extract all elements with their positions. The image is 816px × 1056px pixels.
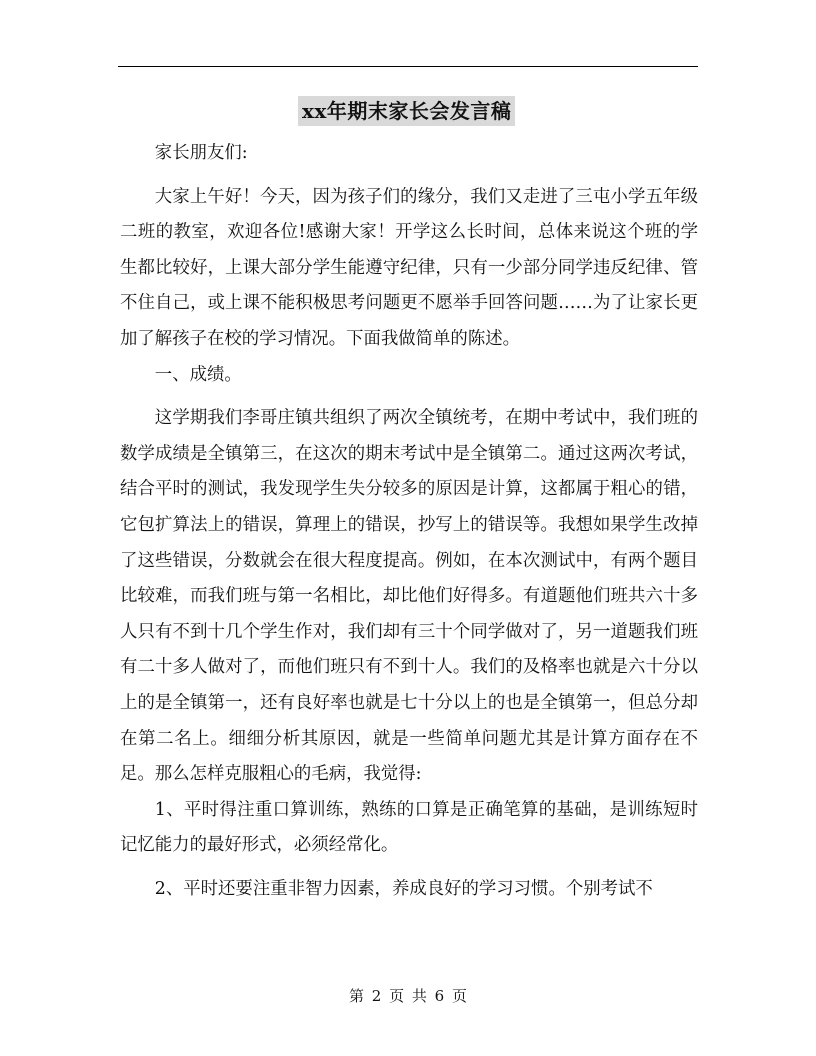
- section-heading-grades: 一、成绩。: [154, 364, 242, 385]
- salutation: 家长朋友们:: [154, 143, 248, 163]
- document-body: [120, 136, 698, 907]
- document-title: xx年期末家长会发言稿: [298, 96, 515, 126]
- header-rule: [118, 66, 698, 67]
- list-item-2: 2、平时还要注重非智力因素，养成良好的学习习惯。个别考试不: [154, 878, 653, 899]
- page-number: 第 2 页 共 6 页: [349, 987, 467, 1005]
- paragraph-grades: 这学期我们李哥庄镇共组织了两次全镇统考，在期中考试中，我们班的数学成绩是全镇第三，在这次的期末考试中是全镇第二。通过这两次考试，结合平时的测试，我发现学生失分较多的原因是计算，这都属于粗心的错，它包扩算法上的错误，算理上的错误，抄写上的错误等。我想如果学生改掉了这些错误，分数就会在很大程度提高。例如，在本次测试中，有两个题目比较难，而我们班与第一名相比，却比他们好得多。有道题他们班共六十多人只有不到十几个学生作对，我们却有三十个同学做对了，另一道题我们班有二十多人做对了，而他们班只有不到十人。我们的及格率也就是六十分以上的是全镇第一，还有良好率也就是七十分以上的也是全镇第一，但总分却在第二名上。细细分析其原因，就是一些简单问题尤其是计算方面存在不足。那么怎样克服粗心的毛病，我觉得:: [120, 408, 698, 785]
- paragraph-greeting: 大家上午好！今天，因为孩子们的缘分，我们又走进了三屯小学五年级二班的教室，欢迎各位!感谢大家！开学这么长时间，总体来说这个班的学生都比较好，上课大部分学生能遵守纪律，只有一少部分同学违反纪律、管不住自己，或上课不能积极思考问题更不愿举手回答问题……为了让家长更加了解孩子在校的学习情况。下面我做简单的陈述。: [120, 186, 698, 349]
- list-item-1: 1、平时得注重口算训练，熟练的口算是正确笔算的基础，是训练短时记忆能力的最好形式，必须经常化。: [120, 799, 698, 856]
